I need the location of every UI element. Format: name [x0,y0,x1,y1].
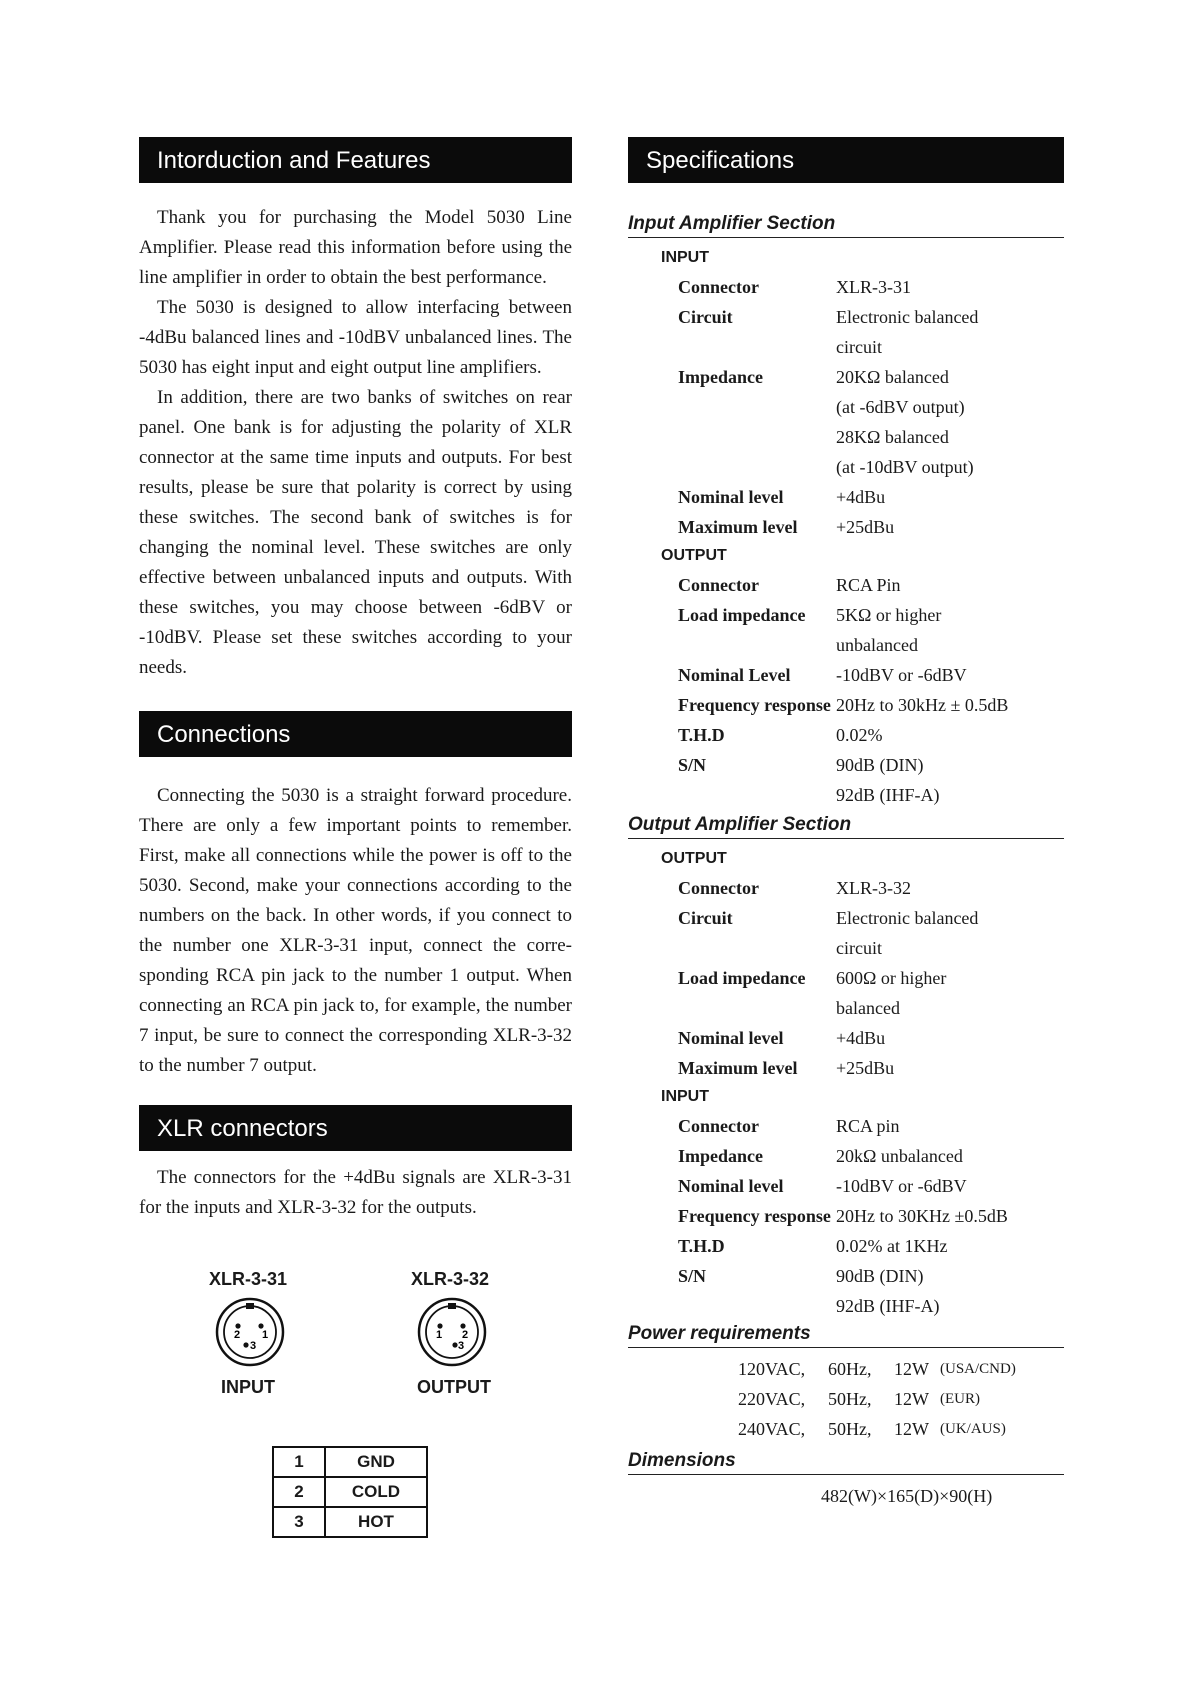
spec-row [628,873,1064,903]
table-row [273,1477,427,1507]
spec-label: Maximum level [678,1058,798,1078]
spec-row [628,1171,1064,1201]
spec-value [836,1231,1064,1261]
spec-value-line: +4dBu [836,1028,886,1048]
spec-row [628,1111,1064,1141]
spec-label: T.H.D [678,725,725,745]
spec-row [628,963,1064,1023]
spec-row [628,660,1064,690]
output-amp-output-label: OUTPUT [661,850,727,867]
spec-value [836,1261,1064,1321]
output-connector-model: XLR-3-32 [411,1269,490,1289]
spec-value [836,963,1064,1023]
pin-label: 2 [234,1329,241,1341]
spec-value-line: 20KΩ balanced [836,367,949,387]
spec-label: Circuit [678,908,733,928]
spec-value [836,690,1064,720]
spec-value [836,482,1064,512]
spec-row [628,1053,1064,1083]
spec-value [836,750,1064,810]
spec-value-line: +4dBu [836,487,886,507]
spec-value [836,512,1064,542]
table-row [273,1447,427,1477]
input-amp-output-label: OUTPUT [661,547,727,564]
power-voltage: 240VAC, [738,1419,806,1439]
spec-value [836,1141,1064,1171]
spec-label: Frequency response [678,1206,831,1226]
input-amp-input-label: INPUT [661,249,709,266]
spec-value-line: 0.02% at 1KHz [836,1236,948,1256]
connections-paragraph: Connecting the 5030 is a straight forward procedure. There are only a few important points to remember. First, make all connections while the power is off to the 5030. Second, make your connections according to the numbers on the back. In other words, if you connect to the number one XLR-3-31 input, connect the corre-sponding RCA pin jack to the number 1 output. When connecting an RCA pin jack to, for example, the number 7 input, be sure to connect the corresponding XLR-3-32 to the number 7 output. [139,785,572,1076]
spec-label: Nominal level [678,487,784,507]
power-line [628,1384,1064,1414]
spec-value [836,600,1064,660]
spec-label: Frequency response [678,695,831,715]
power-region: (UK/AUS) [940,1421,1006,1437]
intro-paragraph: Thank you for purchasing the Model 5030 Line Amplifier. Please read this information before using the line amplifier in order to obtain the best performance. [139,207,572,288]
spec-label: Connector [678,1116,759,1136]
pin-number: 2 [273,1477,325,1507]
spec-row [628,1201,1064,1231]
power-lines [628,1354,1064,1444]
intro-body [139,203,572,683]
spec-row [628,1231,1064,1261]
spec-label: Nominal Level [678,665,791,685]
spec-label: Maximum level [678,517,798,537]
spec-label: Nominal level [678,1176,784,1196]
spec-label: T.H.D [678,1236,725,1256]
spec-value-line: -10dBV or -6dBV [836,1176,967,1196]
output-amp-input-label: INPUT [661,1088,709,1105]
spec-value-line: 5KΩ or higher [836,605,942,625]
spec-value-line: 0.02% [836,725,883,745]
spec-value-line: +25dBu [836,1058,895,1078]
pin-number: 1 [273,1447,325,1477]
spec-label: S/N [678,1266,707,1286]
pin-number: 3 [273,1507,325,1537]
power-freq: 60Hz, [828,1359,872,1379]
spec-label: Connector [678,277,759,297]
spec-value [836,1053,1064,1083]
power-line [628,1354,1064,1384]
spec-value-line: 90dB (DIN) [836,1266,924,1286]
spec-row [628,600,1064,660]
spec-row [628,690,1064,720]
spec-value [836,903,1064,963]
spec-value-line: RCA Pin [836,575,901,595]
output-caption: OUTPUT [417,1377,491,1397]
spec-value [836,720,1064,750]
spec-row [628,750,1064,810]
power-freq: 50Hz, [828,1419,872,1439]
spec-value [836,1023,1064,1053]
input-caption: INPUT [221,1377,275,1397]
spec-value-line: XLR-3-32 [836,878,911,898]
spec-value-line: RCA pin [836,1116,900,1136]
spec-value [836,873,1064,903]
power-region: (USA/CND) [940,1361,1016,1377]
spec-value [836,272,1064,302]
spec-value-line: +25dBu [836,517,895,537]
connections-heading: Connections [139,711,572,757]
spec-label: S/N [678,755,707,775]
power-voltage: 120VAC, [738,1359,806,1379]
spec-row [628,1023,1064,1053]
output-amp-heading: Output Amplifier Section [628,814,1064,839]
spec-label: Nominal level [678,1028,784,1048]
pin-signal: COLD [325,1477,427,1507]
spec-label: Impedance [678,367,763,387]
spec-row [628,1141,1064,1171]
power-watts: 12W [894,1359,929,1379]
spec-label: Circuit [678,307,733,327]
spec-value [836,302,1064,362]
spec-label: Connector [678,878,759,898]
spec-value-line: 90dB (DIN) [836,755,924,775]
pin-label: 3 [250,1340,257,1352]
spec-row [628,482,1064,512]
power-freq: 50Hz, [828,1389,872,1409]
intro-paragraph: In addition, there are two banks of switches on rear panel. One bank is for adjusting the polarity of XLR connector at the same time inputs and outputs. For best results, please be sure that polarity is correct by using these switches. The second bank of switches is for changing the nominal level. These switches are only effective between unbalanced inputs and outputs. With these switches, you may choose between -6dBV or -10dBV. Please set these switches according to your needs. [139,387,572,678]
output-amp-input-rows [628,1111,1064,1321]
xlr-3-32-connector-icon [417,1297,487,1367]
spec-row [628,362,1064,482]
spec-value-line: 92dB (IHF-A) [836,1296,940,1316]
intro-paragraph: The 5030 is designed to allow interfacing between -4dBu balanced lines and -10dBV unbalanced lines. The 5030 has eight input and eight output line amplifiers. [139,297,572,378]
spec-value-line: balanced [836,998,900,1018]
table-row [273,1507,427,1537]
power-heading: Power requirements [628,1323,1064,1348]
spec-value-line: circuit [836,337,882,357]
right-column [628,137,1064,1511]
spec-label: Load impedance [678,605,806,625]
intro-heading: Intorduction and Features [139,137,572,183]
spec-value [836,1111,1064,1141]
spec-label: Impedance [678,1146,763,1166]
xlr-heading: XLR connectors [139,1105,572,1151]
spec-value-line: (at -6dBV output) [836,397,965,417]
spec-value [836,1171,1064,1201]
connections-body [139,781,572,1081]
spec-value [836,570,1064,600]
spec-row [628,903,1064,963]
power-voltage: 220VAC, [738,1389,806,1409]
pin-label: 1 [436,1329,443,1341]
spec-value-line: 28KΩ balanced [836,427,949,447]
spec-value-line: 20kΩ unbalanced [836,1146,963,1166]
power-line [628,1414,1064,1444]
spec-value-line: 20Hz to 30kHz ± 0.5dB [836,695,1009,715]
xlr-body [139,1163,572,1223]
spec-value [836,362,1064,482]
spec-row [628,302,1064,362]
input-connector-model: XLR-3-31 [209,1269,288,1289]
spec-value [836,1201,1064,1231]
spec-label: Connector [678,575,759,595]
xlr-paragraph: The connectors for the +4dBu signals are XLR-3-31 for the inputs and XLR-3-32 for the outputs. [139,1167,572,1218]
spec-row [628,272,1064,302]
pin-assignment-table [272,1446,428,1538]
spec-value-line: circuit [836,938,882,958]
spec-value-line: Electronic balanced [836,307,979,327]
spec-value-line: 92dB (IHF-A) [836,785,940,805]
pin-label: 1 [262,1329,269,1341]
input-amp-output-rows [628,570,1064,810]
specs-heading: Specifications [628,137,1064,183]
spec-value [836,660,1064,690]
input-amp-heading: Input Amplifier Section [628,213,1064,238]
pin-label: 3 [458,1340,465,1352]
pin-label: 2 [462,1329,469,1341]
input-amp-input-rows [628,272,1064,542]
spec-value-line: (at -10dBV output) [836,457,974,477]
spec-row [628,720,1064,750]
spec-value-line: -10dBV or -6dBV [836,665,967,685]
left-column [139,137,572,1223]
pin-signal: GND [325,1447,427,1477]
spec-row [628,570,1064,600]
power-region: (EUR) [940,1391,980,1407]
pin-signal: HOT [325,1507,427,1537]
output-amp-output-rows [628,873,1064,1083]
xlr-3-31-connector-icon [215,1297,285,1367]
spec-value-line: Electronic balanced [836,908,979,928]
spec-value-line: 20Hz to 30KHz ±0.5dB [836,1206,1008,1226]
dimensions-heading: Dimensions [628,1450,1064,1475]
power-watts: 12W [894,1389,929,1409]
dimensions-value: 482(W)×165(D)×90(H) [821,1486,993,1506]
spec-value-line: XLR-3-31 [836,277,911,297]
spec-row [628,1261,1064,1321]
spec-row [628,512,1064,542]
spec-label: Load impedance [678,968,806,988]
spec-value-line: unbalanced [836,635,918,655]
spec-value-line: 600Ω or higher [836,968,947,988]
power-watts: 12W [894,1419,929,1439]
